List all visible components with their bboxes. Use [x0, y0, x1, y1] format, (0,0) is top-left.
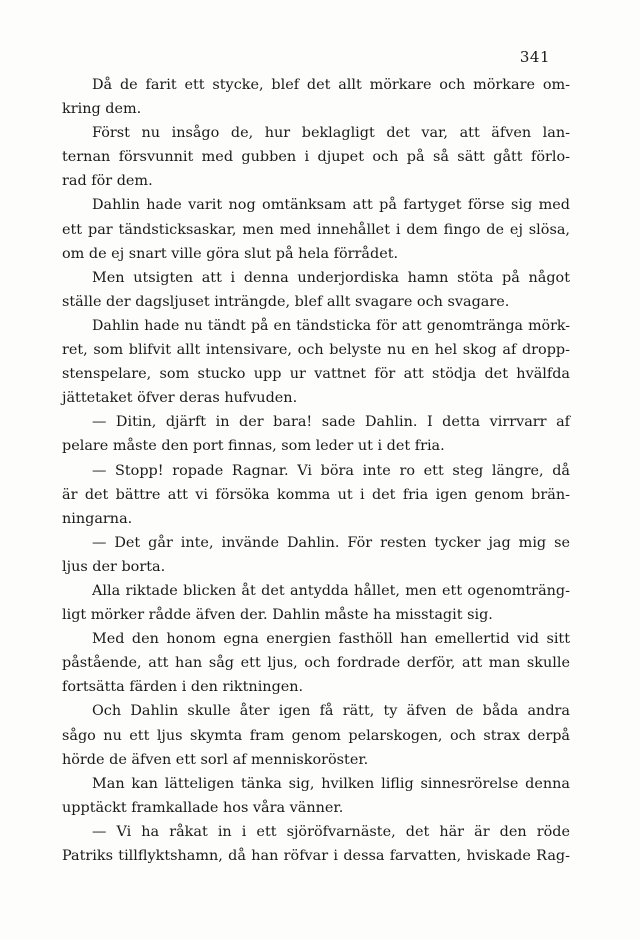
text-line: Men utsigten att i denna underjordiska hamn stöta på något	[92, 269, 570, 286]
text-line: Först nu insågo de, hur beklagligt det var, att äfven lan-	[92, 125, 570, 142]
text-line: kring dem.	[62, 101, 142, 118]
text-line: — Ditin, djärft in der bara! sade Dahlin. I detta virrvarr af	[92, 414, 570, 431]
page-number: 341	[519, 48, 550, 66]
text-line: Alla riktade blicken åt det antydda hållet, men ett ogenomträng-	[92, 582, 570, 599]
text-line: ternan försvunnit med gubben i djupet och på så sätt gått förlo-	[62, 149, 570, 166]
text-line: påstående, att han såg ett ljus, och fordrade derför, att man skulle	[62, 655, 570, 672]
text-line: ret, som blifvit allt intensivare, och belyste nu en hel skog af dropp-	[62, 342, 570, 359]
text-line: rad för dem.	[62, 173, 153, 190]
text-line: hörde de äfven ett sorl af menniskoröster.	[62, 751, 369, 768]
text-line: om de ej snart ville göra slut på hela förrådet.	[62, 245, 399, 262]
text-line: ställe der dagsljuset inträngde, blef allt svagare och svagare.	[62, 293, 510, 310]
text-line: ligt mörker rådde äfven der. Dahlin måste ha misstagit sig.	[62, 607, 493, 624]
text-line: — Det går inte, invände Dahlin. För resten tycker jag mig se	[92, 534, 570, 551]
text-line: Dahlin hade varit nog omtänksam att på fartyget förse sig med	[92, 197, 570, 214]
text-line: pelare måste den port finnas, som leder ut i det fria.	[62, 438, 445, 455]
text-line: stenspelare, som stucko upp ur vattnet för att stödja det hvälfda	[62, 366, 570, 383]
text-line: Man kan lätteligen tänka sig, hvilken liflig sinnesrörelse denna	[92, 775, 570, 792]
text-line: upptäckt framkallade hos våra vänner.	[62, 799, 344, 816]
text-line: är det bättre att vi försöka komma ut i det fria igen genom brän-	[62, 486, 570, 503]
text-line: Patriks tillflyktshamn, då han röfvar i dessa farvatten, hviskade Rag-	[62, 848, 570, 864]
text-line: Dahlin hade nu tändt på en tändsticka för att genomtränga mörk-	[92, 317, 570, 334]
text-line: sågo nu ett ljus skymta fram genom pelarskogen, och strax derpå	[62, 727, 570, 744]
text-line: Då de farit ett stycke, blef det allt mörkare och mörkare om-	[92, 77, 570, 93]
text-line: fortsätta färden i den riktningen.	[62, 679, 304, 696]
text-line: Med den honom egna energien fasthöll han emellertid vid sitt	[92, 631, 570, 648]
text-line: jättetaket öfver deras hufvuden.	[62, 390, 298, 407]
text-line: — Vi ha råkat in i ett sjöröfvarnäste, det här är den röde	[92, 823, 570, 840]
text-line: ljus der borta.	[62, 558, 166, 575]
body-text	[62, 73, 570, 868]
text-line: ett par tändsticksaskar, men med innehållet i dem fingo de ej slösa,	[62, 221, 570, 238]
text-line: — Stopp! ropade Ragnar. Vi böra inte ro ett steg längre, då	[92, 462, 570, 479]
text-line: ningarna.	[62, 510, 133, 527]
text-line: Och Dahlin skulle åter igen få rätt, ty äfven de båda andra	[92, 703, 570, 720]
